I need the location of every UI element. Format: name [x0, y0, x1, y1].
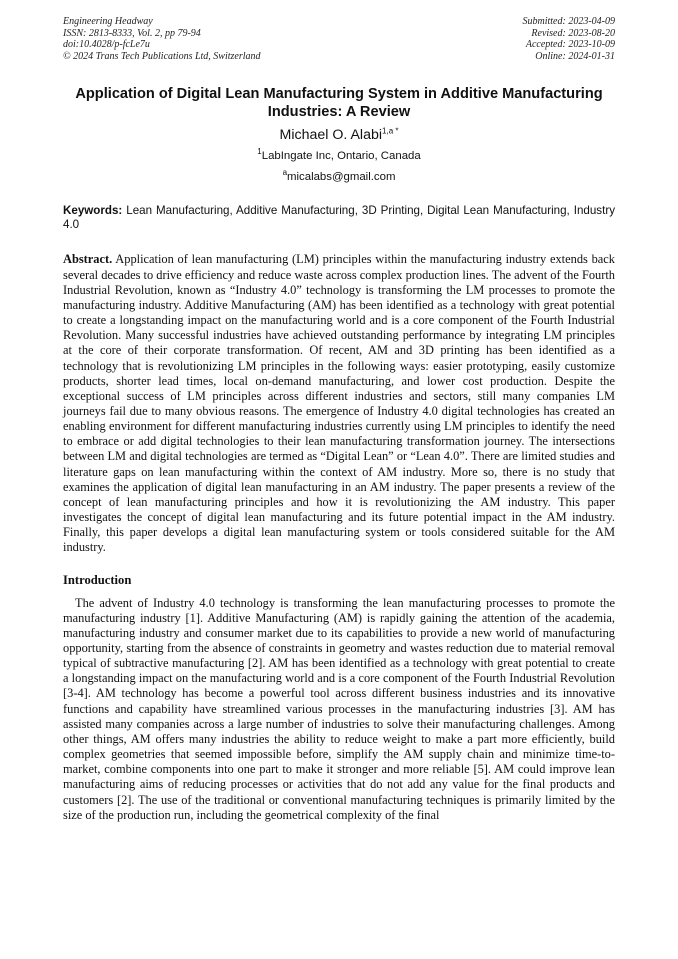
abstract-paragraph: [63, 252, 615, 555]
date-revised: Revised: 2023-08-20: [531, 27, 615, 39]
author-line: [63, 126, 615, 144]
keywords-label: Keywords:: [63, 204, 123, 217]
journal-header: [63, 16, 615, 62]
journal-info: [63, 16, 261, 62]
article-doi[interactable]: doi:10.4028/p-fcLe7u: [63, 39, 150, 50]
keywords-paragraph: [63, 204, 615, 232]
paper-title: Application of Digital Lean Manufacturing System in Additive Manufacturing Industries: A Review: [75, 86, 603, 120]
affiliation-line: [63, 149, 615, 163]
date-submitted: Submitted: 2023-04-09: [522, 16, 615, 27]
author-email[interactable]: micalabs@gmail.com: [287, 171, 396, 183]
abstract-text: Application of lean manufacturing (LM) principles within the manufacturing industry extends back several decades to drive efficiency and reduce waste across complex production lines. The advent of the Fourth Industrial Revolution, known as “Industry 4.0” technology is transforming the LM processes to promote the manufacturing industry. Additive Manufacturing (AM) has been identified as a technology with great potential to create a longstanding impact on the manufacturing world and is a core component of the Fourth Industrial Revolution. Many successful industries have achieved outstanding performance by integrating LM principles at the core of their corporate transformation. Of recent, AM and 3D printing has been identified as a technology that is revolutionizing LM principles in the following ways: easier prototyping, easily customize products, shorter lead times, local on-demand manufacturing, and lower cost production. Despite the exceptional success of LM principles across different industries and sectors, still many companies LM journeys fail due to many obvious reasons. The emergence of Industry 4.0 digital technologies has created an enabling environment for different manufacturing industries currently using LM principles to identify the need to embrace or add digital technologies to their lean manufacturing transformation journey. The intersections between LM and digital technologies are termed as “Digital Lean” or “Lean 4.0”. There are limited studies and literature gaps on lean manufacturing within the context of AM industry. More so, there is no study that examines the application of digital lean manufacturing in an AM industry. The paper presents a review of the concept of lean manufacturing principles and how it is revolutionizing the AM industry. This paper investigates the concept of digital lean manufacturing and its future potential impact in the AM industry. Finally, this paper develops a digital lean manufacturing system or tools considered suitable for the AM industry.: [63, 252, 615, 555]
date-online: Online: 2024-01-31: [535, 50, 615, 62]
email-superscript: a: [282, 168, 288, 178]
copyright-notice: © 2024 Trans Tech Publications Ltd, Switzerland: [63, 50, 261, 62]
abstract-label: Abstract.: [63, 252, 113, 267]
introduction-heading: Introduction: [63, 572, 132, 587]
author-superscript: 1,a *: [382, 126, 399, 136]
journal-issn: ISSN: 2813-8333, Vol. 2, pp 79-94: [63, 27, 201, 39]
email-line: [63, 170, 615, 184]
affiliation-superscript: 1: [257, 147, 262, 157]
keywords-text: Lean Manufacturing, Additive Manufacturing, 3D Printing, Digital Lean Manufacturing, Industry 4.0: [63, 204, 615, 232]
affiliation-text: LabIngate Inc, Ontario, Canada: [261, 150, 421, 162]
date-accepted: Accepted: 2023-10-09: [525, 39, 615, 50]
journal-name: Engineering Headway: [63, 16, 153, 27]
article-dates: [523, 16, 616, 62]
author-name: Michael O. Alabi: [279, 127, 383, 143]
introduction-paragraph: The advent of Industry 4.0 technology is transforming the lean manufacturing processes to promote the manufacturing industry [1]. Additive Manufacturing (AM) is rapidly gaining the attention of the academia, manufacturing industry and consumer market due to its capabilities to provide a new world of manufacturing opportunity, starting from the absence of constraints in geometry and wastes reduction due to material removal typical of subtractive manufacturing [2]. AM has been identified as a technology with great potential to create a longstanding impact on the manufacturing world and is a core component of the Fourth Industrial Revolution [3-4]. AM technology has become a powerful tool across different business industries and its innovative functions and capability have streamlined various processes in the manufacturing industries [3]. AM has assisted many companies across a large number of industries to solve their manufacturing challenges. Among other things, AM offers many industries the ability to reduce weight to make a part more efficiently, build complex geometries that seemed impossible before, simplify the AM supply chain and minimize time-to-market, combine components into one part to make it stronger and more reliable [5]. AM could improve lean manufacturing aims of reducing processes or activities that do not add any value for the final products and customers [2]. The use of the traditional or conventional manufacturing techniques is primarily limited by the size of the production run, including the geometrical complexity of the final: [63, 595, 615, 822]
